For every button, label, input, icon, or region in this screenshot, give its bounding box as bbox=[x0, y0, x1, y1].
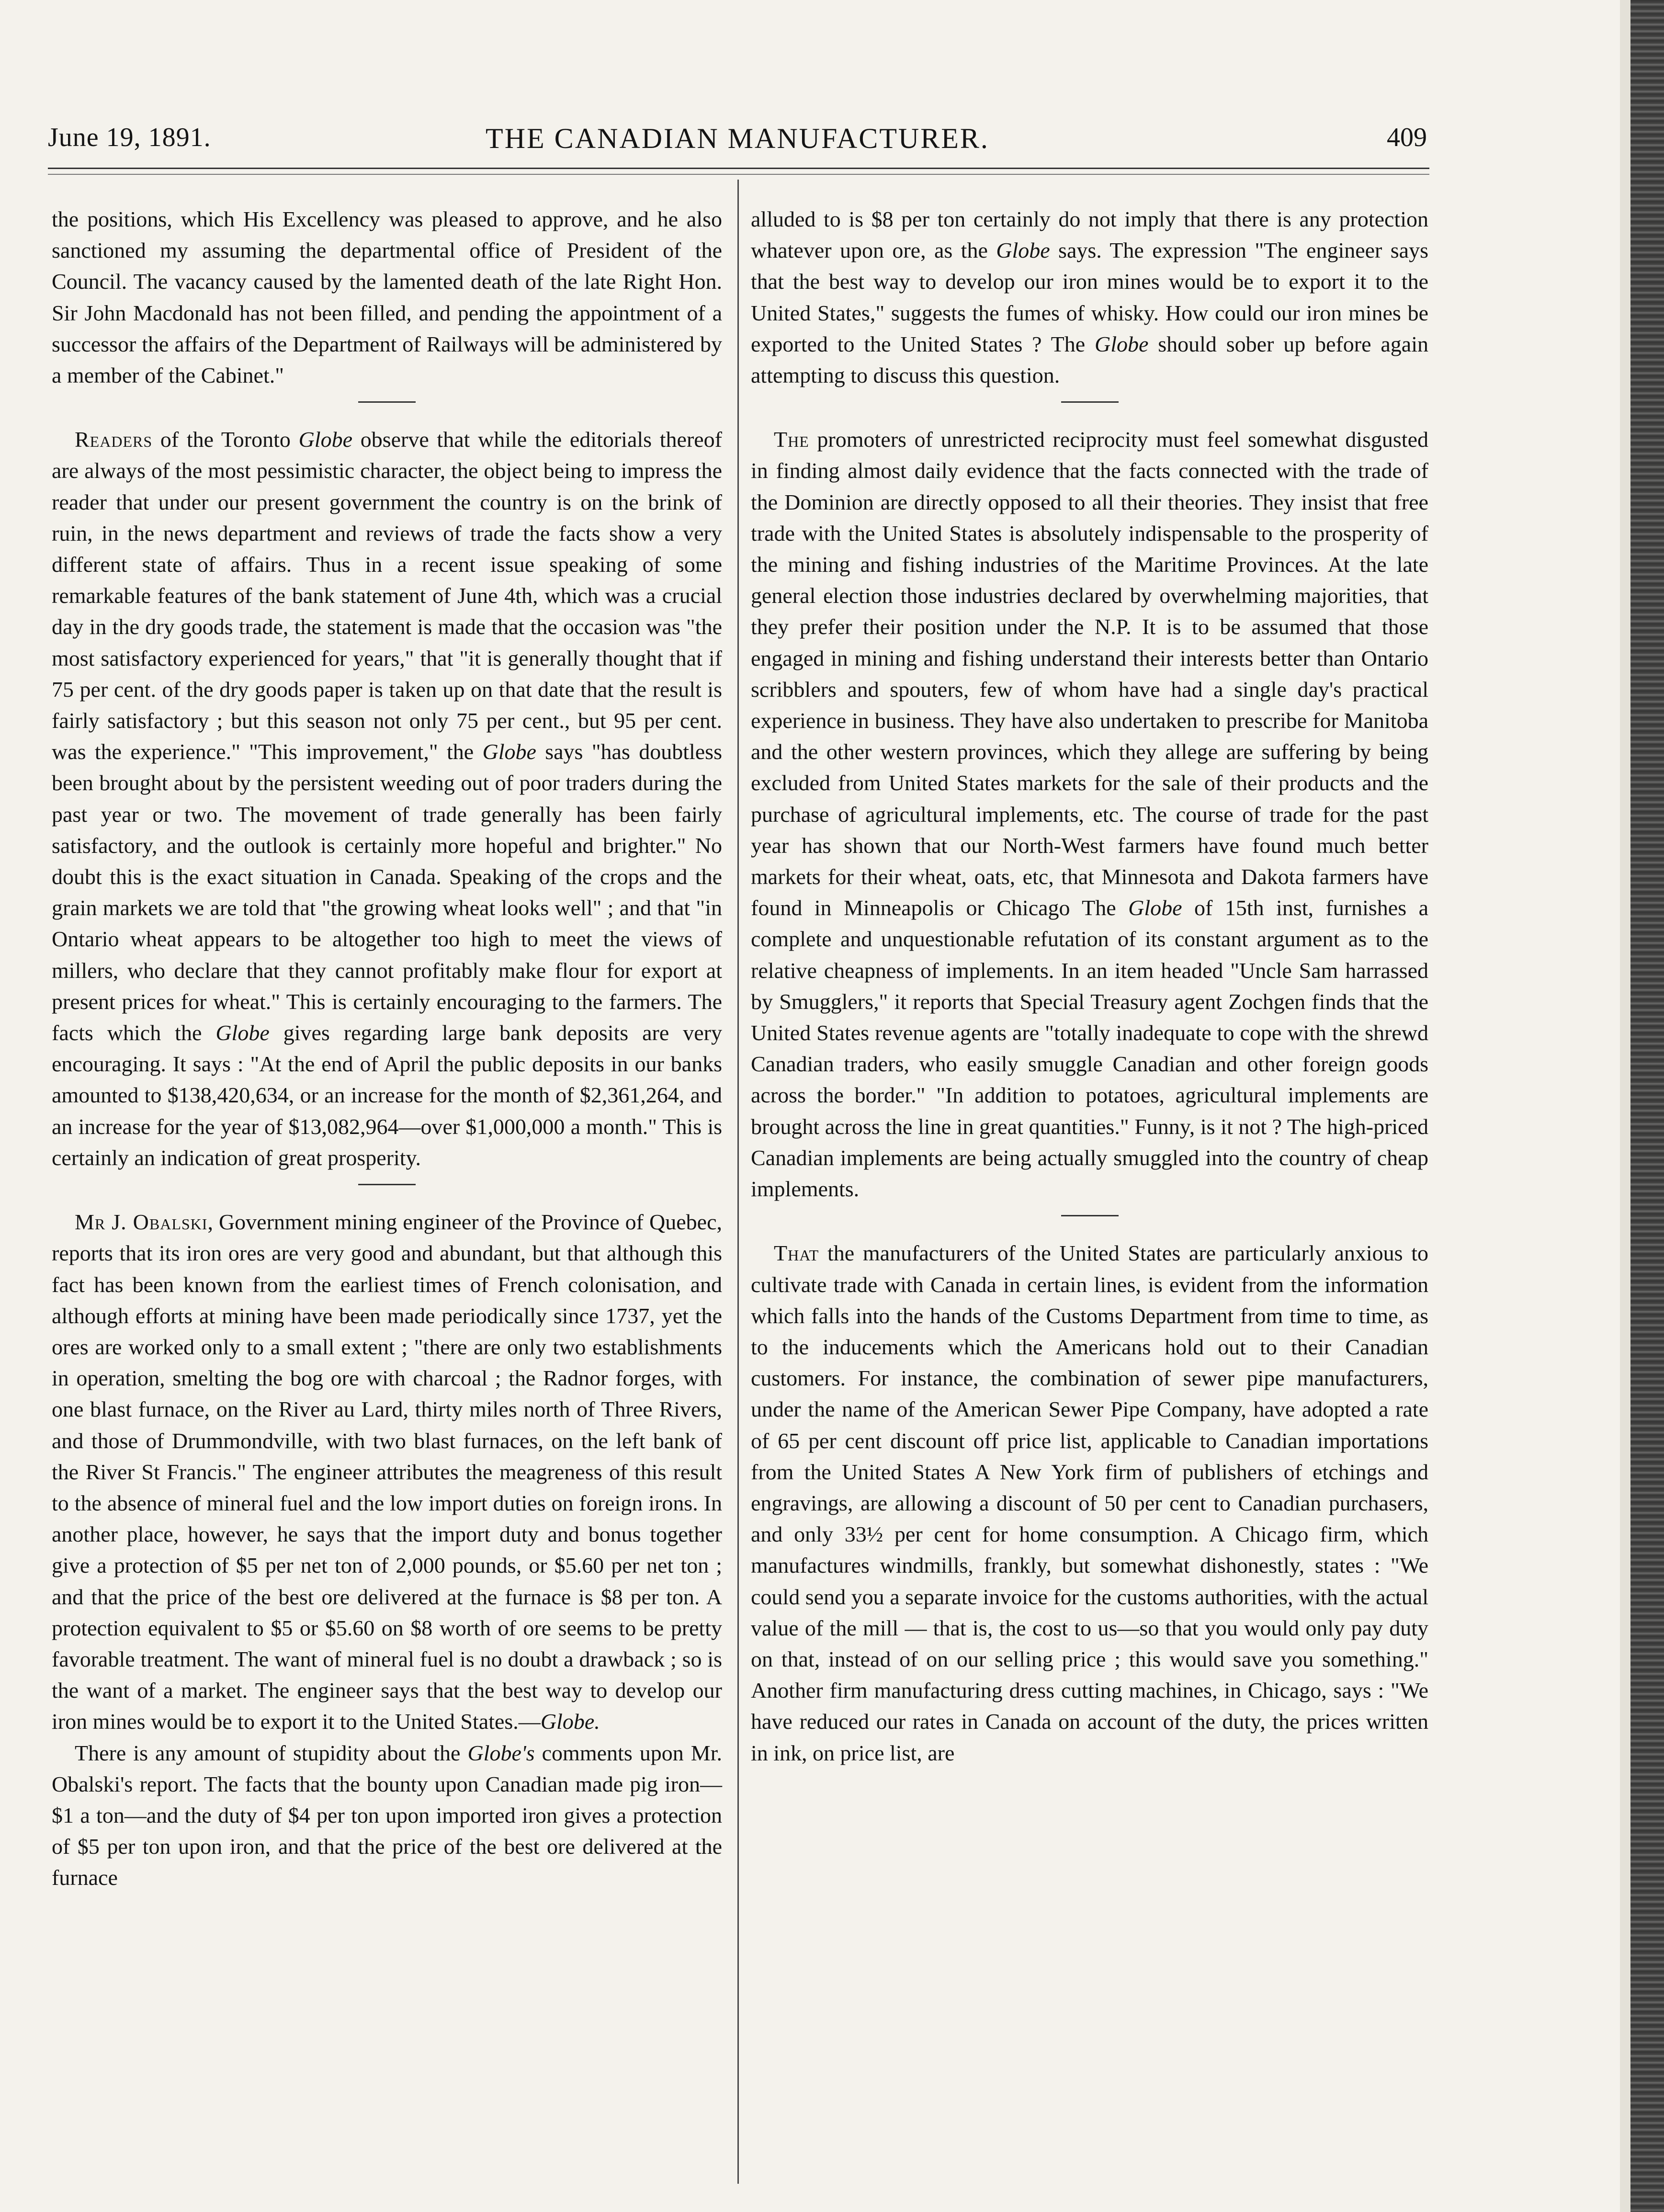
running-header bbox=[48, 122, 1427, 160]
section-rule bbox=[1061, 1215, 1119, 1216]
lead-word: Mr J. Obalski bbox=[75, 1210, 208, 1235]
section-rule bbox=[358, 1184, 416, 1185]
paragraph-stupidity: There is any amount of stupidity about the Globe's comments upon Mr. Obalski's report. The facts that the bounty upon Canadian made pig iron—$1 a ton—and the duty of $4 per ton upon imported iron gives a protection of $5 per ton upon iron, and that the price of the best ore delivered at the furnace bbox=[52, 1740, 722, 1890]
paragraph-obalski-report: Mr J. Obalski, Government mining engineer of the Province of Quebec, reports that its iron ores are very good and abundant, but that although this fact has been known from the earliest times of French colonisation, and although efforts at mining have been made periodically since 1737, yet the ores are worked only to a small extent ; "there are only two establishments in operation, smelting the bog ore with charcoal ; the Radnor forges, with one blast furnace, on the River au Lard, thirty miles north of Three Rivers, and those of Drummondville, with two blast furnaces, on the left bank of the River St Francis." The engineer attributes the meagreness of this result to the absence of mineral fuel and the low import duties on foreign irons. In another place, however, he says that the import duty and bonus together give a protection of $5 per net ton of 2,000 pounds, or $5.60 per net ton ; and that the price of the best ore delivered at the furnace is $8 per ton. A protection equivalent to $5 or $5.60 on $8 worth of ore seems to be pretty favorable treatment. The want of mineral fuel is no doubt a drawback ; so is the want of a market. The engineer says that the best way to develop our iron mines would be to export it to the United States.—Globe. bbox=[52, 1210, 722, 1734]
publication-title: THE CANADIAN MANUFACTURER. bbox=[486, 123, 989, 154]
section-rule bbox=[1061, 401, 1119, 403]
left-column bbox=[52, 204, 722, 1894]
issue-date: June 19, 1891. bbox=[48, 123, 211, 152]
section-rule bbox=[358, 401, 416, 403]
paragraph-us-manufacturers: That the manufacturers of the United States are particularly anxious to cultivate trade with Canada in certain lines, is evident from the information which falls into the hands of the Customs Department from time to time, as to the inducements which the Americans hold out to their Canadian customers. For instance, the combination of sewer pipe manufacturers, under the name of the American Sewer Pipe Company, have adopted a rate of 65 per cent discount off price list, applicable to Canadian importations from the United States A New York firm of publishers of etchings and engravings, are allowing a discount of 50 per cent to Canadian purchasers, and only 33½ per cent for home consumption. A Chicago firm, which manufactures windmills, frankly, but somewhat dishonestly, states : "We could send you a separate invoice for the customs authorities, with the actual value of the mill — that is, the cost to us—so that you would only pay duty on that, instead of on our selling price ; this would save you something." Another firm manufacturing dress cutting machines, in Chicago, says : "We have reduced our rates in Canada on account of the duty, the prices written in ink, on price list, are bbox=[751, 1241, 1428, 1765]
paragraph-council: the positions, which His Excellency was pleased to approve, and he also sanctioned my assuming the departmental office of President of the Council. The vacancy caused by the lamented death of the late Right Hon. Sir John Macdonald has not been filled, and pending the appointment of a successor the affairs of the Department of Railways will be administered by a member of the Cabinet." bbox=[52, 207, 722, 388]
page-number: 409 bbox=[1387, 123, 1427, 152]
header-rule bbox=[48, 168, 1429, 175]
paragraph-globe-editorials: Readers of the Toronto Globe observe that while the editorials thereof are always of the most pessimistic character, the object being to impress the reader that under our present government the country is on the brink of ruin, in the news department and reviews of trade the facts show a very different state of affairs. Thus in a recent issue speaking of some remarkable features of the bank statement of June 4th, which was a crucial day in the dry goods trade, the statement is made that the occasion was "the most satisfactory experienced for years," that "it is generally thought that if 75 per cent. of the dry goods paper is taken up on that date that the result is fairly satisfactory ; but this season not only 75 per cent., but 95 per cent. was the experience." "This improvement," the Globe says "has doubtless been brought about by the persistent weeding out of poor traders during the past year or two. The movement of trade generally has been fairly satisfactory, and the outlook is certainly more hopeful and brighter." No doubt this is the exact situation in Canada. Speaking of the crops and the grain markets we are told that "the growing wheat looks well" ; and that "in Ontario wheat appears to be altogether too high to meet the views of millers, who declare that they cannot profitably make flour for export at present prices for wheat." This is certainly encouraging to the farmers. The facts which the Globe gives regarding large bank deposits are very encouraging. It says : "At the end of April the public deposits in our banks amounted to $138,420,634, or an increase for the month of $2,361,264, and an increase for the year of $13,082,964—over $1,000,000 a month." This is certainly an indication of great prosperity. bbox=[52, 427, 722, 1170]
lead-word: That bbox=[774, 1241, 819, 1266]
lead-word: The bbox=[774, 427, 809, 452]
right-column bbox=[751, 204, 1428, 1769]
paragraph-reciprocity: The promoters of unrestricted reciprocity must feel somewhat disgusted in finding almost daily evidence that the facts connected with the trade of the Dominion are directly opposed to all their theories. They insist that free trade with the United States is absolutely indispensable to the prosperity of the mining and fishing industries of the Maritime Provinces. At the late general election those industries declared by overwhelming majorities, that they prefer their position under the N.P. It is to be assumed that those engaged in mining and fishing understand their interests better than Ontario scribblers and spouters, few of whom have had a single day's practical experience in business. They have also undertaken to prescribe for Manitoba and the other western provinces, which they allege are suffering by being excluded from United States markets for the sale of their products and the purchase of agricultural implements, etc. The course of trade for the past year has shown that our North-West farmers have found much better markets for their wheat, oats, etc, that Minnesota and Dakota farmers have found in Minneapolis or Chicago The Globe of 15th inst, furnishes a complete and unquestionable refutation of its constant argument as to the relative cheapness of implements. In an item headed "Uncle Sam harrassed by Smugglers," it reports that Special Treasury agent Zochgen finds that the United States revenue agents are "totally inadequate to cope with the shrewd Canadian traders, who easily smuggle Canadian and other foreign goods across the border." "In addition to potatoes, agricultural implements are brought across the line in great quantities." Funny, is it not ? The high-priced Canadian implements are being actually smuggled into the country of cheap implements. bbox=[751, 427, 1429, 1202]
lead-word: Readers bbox=[75, 427, 153, 452]
binding-edge bbox=[1630, 0, 1664, 2212]
paragraph-ore-protection: alluded to is $8 per ton certainly do not imply that there is any protection whatever upon ore, as the Globe says. The expression "The engineer says that the best way to develop our iron mines would be to export it to the United States," suggests the fumes of whisky. How could our iron mines be exported to the United States ? The Globe should sober up before again attempting to discuss this question. bbox=[751, 207, 1428, 388]
binding-gap bbox=[1620, 0, 1630, 2212]
column-divider bbox=[737, 180, 739, 2184]
